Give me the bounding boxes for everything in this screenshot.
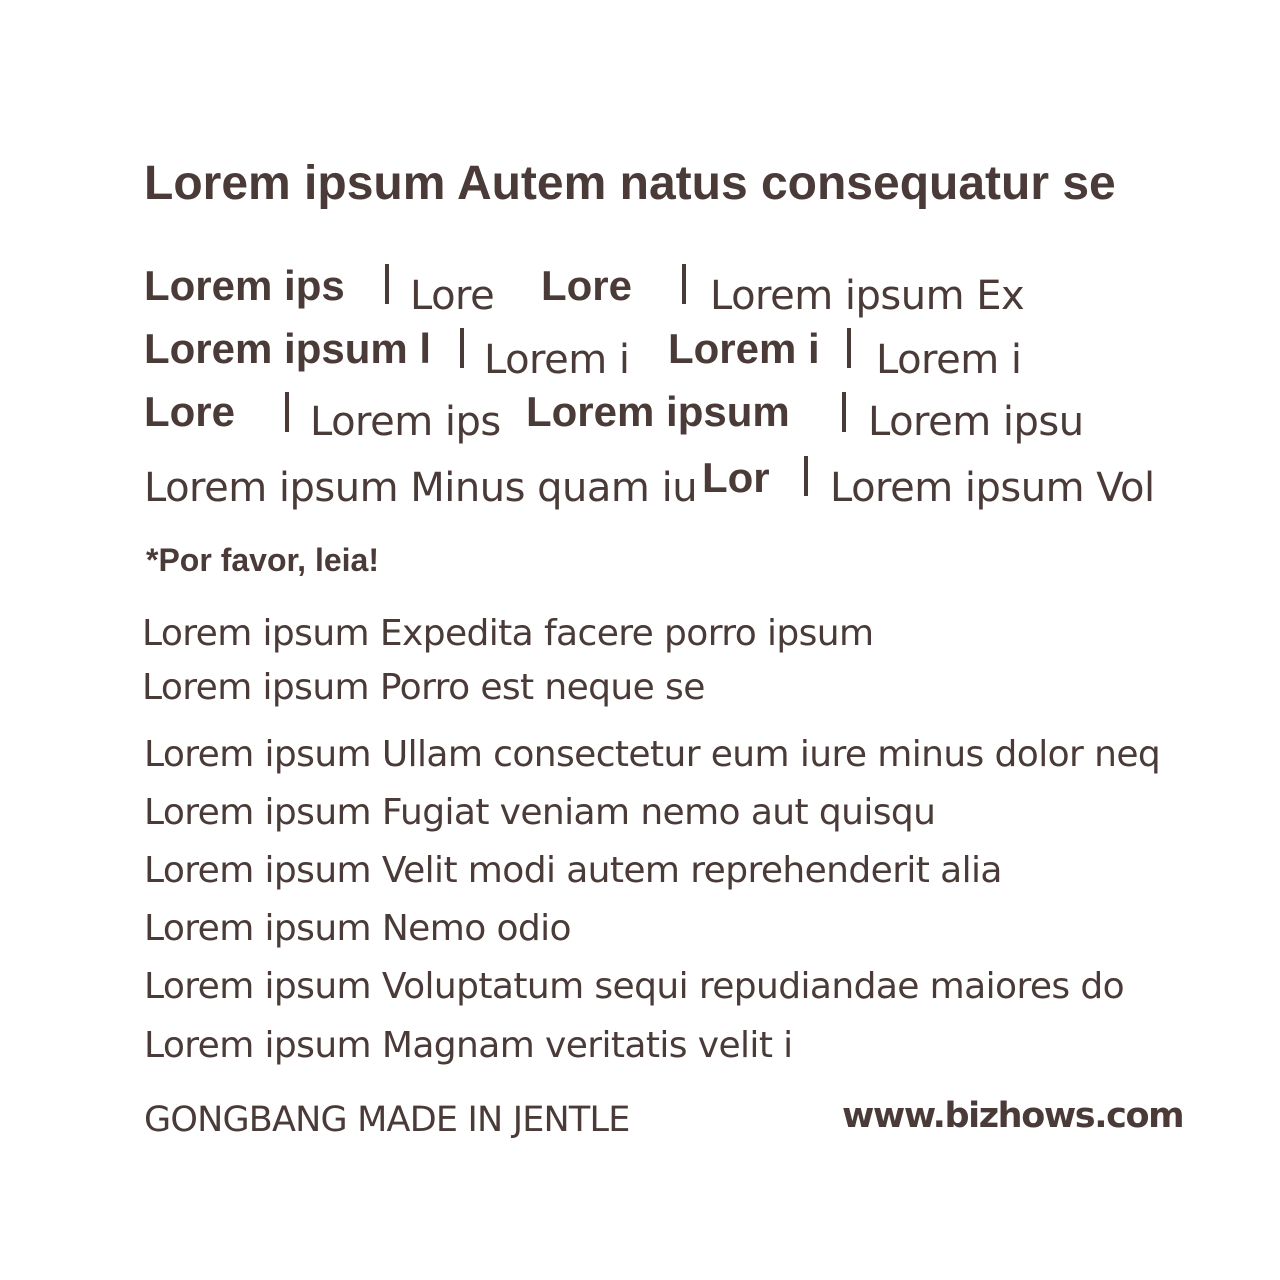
row-3-item-1-bold: Lore [144, 388, 236, 435]
separator [842, 392, 846, 432]
row-2-item-2-regular: Lorem i [876, 337, 1022, 383]
description-line: Lorem ipsum Voluptatum sequi repudiandae maiores do [144, 966, 1125, 1007]
row-2-item-1-bold: Lorem ipsum l [144, 325, 432, 372]
note-line: Lorem ipsum Porro est neque se [142, 667, 705, 708]
description-line: Lorem ipsum Fugiat veniam nemo aut quisqu [144, 792, 936, 833]
description-line: Lorem ipsum Velit modi autem reprehenderit alia [144, 850, 1002, 891]
row-1-item-2-bold: Lore [541, 262, 633, 309]
separator [460, 328, 464, 368]
note-line: Lorem ipsum Expedita facere porro ipsum [142, 613, 874, 654]
notice-heading: *Por favor, leia! [146, 542, 379, 578]
separator [285, 392, 289, 432]
row-1-item-1-regular: Lore [410, 273, 495, 319]
row-3-item-2-regular: Lorem ipsu [868, 399, 1084, 445]
separator [385, 264, 389, 304]
description-line: Lorem ipsum Ullam consectetur eum iure minus dolor neq [144, 734, 1161, 775]
separator [804, 456, 808, 496]
row-4-item-1-regular: Lorem ipsum Vol [830, 465, 1155, 511]
row-1-item-1-bold: Lorem ips [144, 262, 345, 309]
row-2-item-2-bold: Lorem i [668, 325, 820, 372]
row-3-item-1-regular: Lorem ips [310, 399, 501, 445]
page-title: Lorem ipsum Autem natus consequatur se [144, 157, 1116, 210]
description-line: Lorem ipsum Nemo odio [144, 908, 571, 949]
separator [847, 328, 851, 368]
description-line: Lorem ipsum Magnam veritatis velit i [144, 1025, 793, 1066]
row-2-item-1-regular: Lorem i [484, 337, 630, 383]
row-4-lead: Lorem ipsum Minus quam iu [144, 465, 698, 511]
row-4-item-1-bold: Lor [702, 454, 770, 501]
brand-name: GONGBANG MADE IN JENTLE [144, 1100, 630, 1140]
separator [682, 264, 686, 304]
row-3-item-2-bold: Lorem ipsum [526, 388, 790, 435]
row-1-item-2-regular: Lorem ipsum Ex [710, 273, 1025, 319]
website-link[interactable]: www.bizhows.com [842, 1096, 1184, 1136]
